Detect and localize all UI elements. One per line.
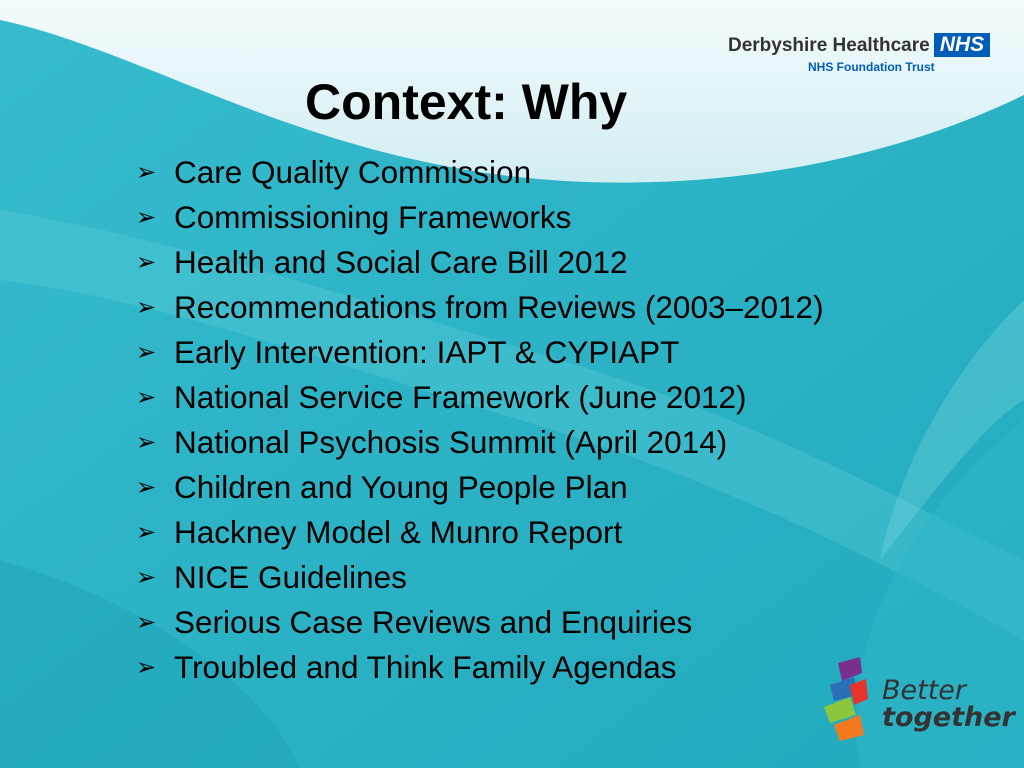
bullet-list [136, 150, 824, 690]
bullet-arrow-icon: ➢ [136, 384, 157, 411]
bullet-item [136, 465, 824, 510]
bullet-text: Troubled and Think Family Agendas [174, 649, 677, 685]
bullet-item [136, 375, 824, 420]
bullet-arrow-icon: ➢ [136, 564, 157, 591]
bullet-arrow-icon: ➢ [136, 159, 157, 186]
bullet-text: Serious Case Reviews and Enquiries [174, 604, 693, 640]
bullet-item [136, 240, 824, 285]
tagline-line-1: Better [882, 675, 967, 706]
bullet-text: Health and Social Care Bill 2012 [174, 244, 628, 280]
bullet-arrow-icon: ➢ [136, 339, 157, 366]
bullet-arrow-icon: ➢ [136, 429, 157, 456]
better-together-logo [820, 655, 1015, 745]
bullet-text: National Psychosis Summit (April 2014) [174, 424, 728, 460]
better-together-tagline [882, 677, 1015, 731]
bullet-text: Recommendations from Reviews (2003–2012) [174, 289, 824, 325]
bullet-arrow-icon: ➢ [136, 474, 157, 501]
bullet-item [136, 330, 824, 375]
bullet-text: NICE Guidelines [174, 559, 407, 595]
bullet-text: Early Intervention: IAPT & CYPIAPT [174, 334, 680, 370]
bullet-item [136, 555, 824, 600]
tagline-line-2: together [882, 702, 1015, 733]
bullet-item [136, 600, 824, 645]
trust-name: NHS Foundation Trust [808, 60, 935, 74]
bullet-arrow-icon: ➢ [136, 249, 157, 276]
bullet-arrow-icon: ➢ [136, 294, 157, 321]
bullet-item [136, 645, 824, 690]
bullet-item [136, 510, 824, 555]
bullet-item [136, 150, 824, 195]
better-together-emblem-icon [820, 655, 884, 745]
bullet-text: Care Quality Commission [174, 154, 532, 190]
bullet-text: Commissioning Frameworks [174, 199, 572, 235]
bullet-item [136, 195, 824, 240]
bullet-text: Children and Young People Plan [174, 469, 628, 505]
bullet-text: National Service Framework (June 2012) [174, 379, 747, 415]
bullet-arrow-icon: ➢ [136, 609, 157, 636]
bullet-text: Hackney Model & Munro Report [174, 514, 623, 550]
bullet-arrow-icon: ➢ [136, 519, 157, 546]
slide-title: Context: Why [305, 74, 628, 130]
bullet-arrow-icon: ➢ [136, 204, 157, 231]
bullet-item [136, 420, 824, 465]
bullet-arrow-icon: ➢ [136, 654, 157, 681]
bullet-item [136, 285, 824, 330]
nhs-trust-logo [728, 33, 990, 77]
org-name: Derbyshire Healthcare [728, 35, 930, 56]
nhs-badge: NHS [934, 33, 990, 57]
